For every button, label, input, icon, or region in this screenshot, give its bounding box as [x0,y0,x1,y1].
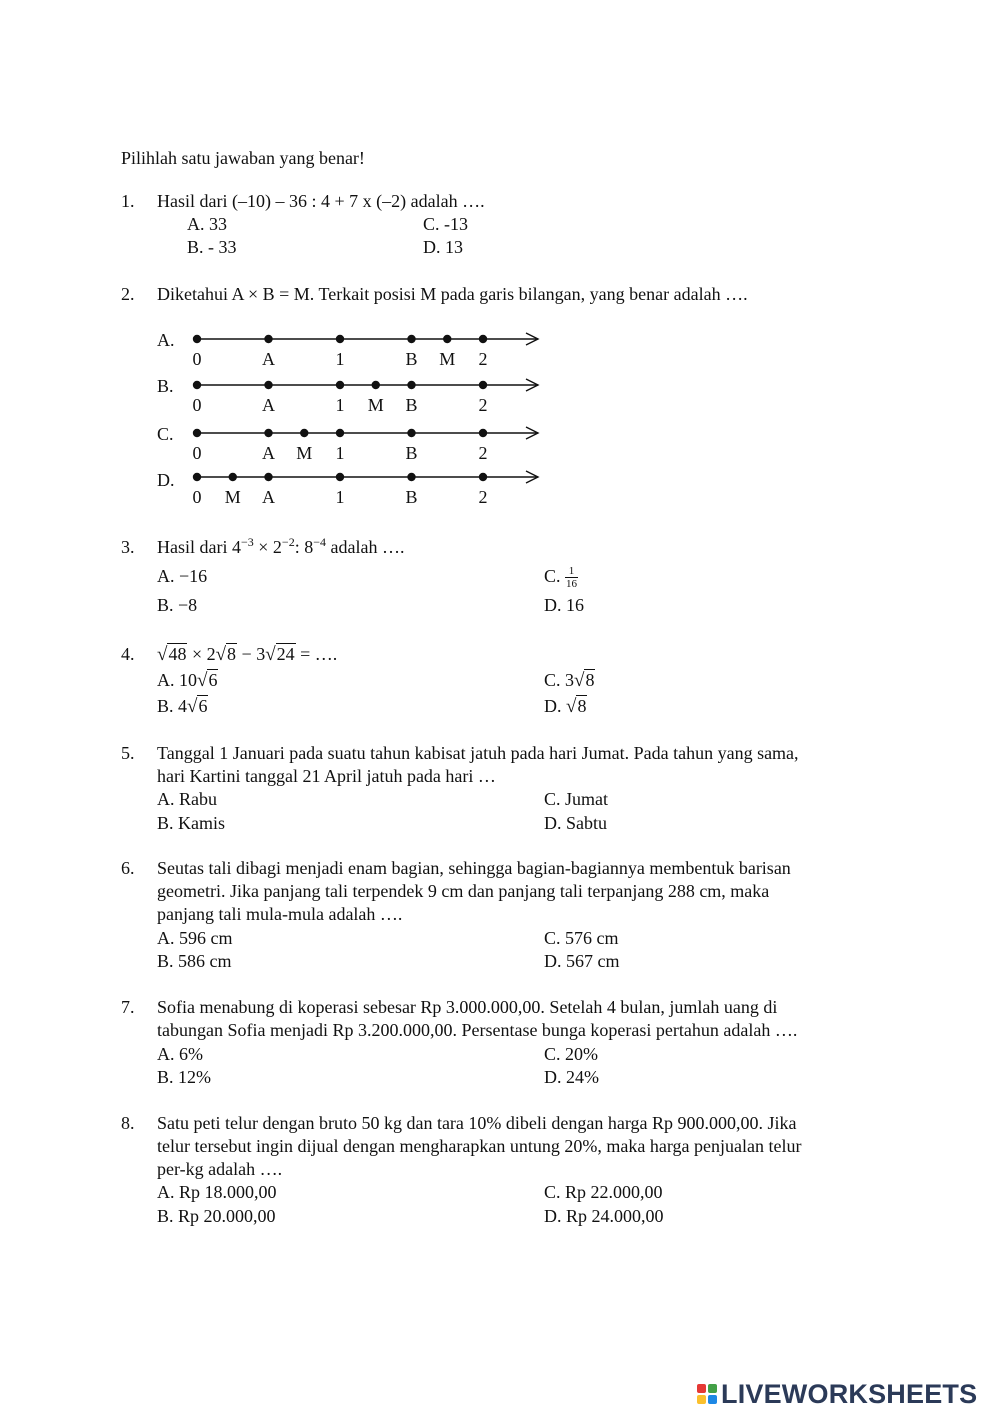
point-2 [479,429,487,437]
question-text-line: hari Kartini tanggal 21 April jatuh pada hari … [157,766,496,786]
radicand: 6 [208,670,218,690]
option-c[interactable] [544,669,595,692]
point-1 [336,429,344,437]
coefficient: 10 [179,670,197,690]
point-0 [193,381,201,389]
option-b[interactable]: B. −8 [157,595,198,615]
logo-square [697,1384,706,1393]
question-text [157,643,337,666]
point-label-B: B [405,349,418,369]
radicand: 6 [198,696,208,716]
option-d[interactable]: D. 13 [423,237,463,257]
base-1: 4 [231,537,241,557]
point-label-A: A [262,443,275,463]
point-2 [479,473,487,481]
option-c[interactable]: C. Jumat [544,789,609,809]
point-label-B: B [405,443,418,463]
point-M [372,381,380,389]
point-A [264,473,272,481]
logo-square [708,1395,717,1404]
logo-square [697,1395,706,1404]
point-label-0: 0 [192,349,202,369]
option-b[interactable]: B. Kamis [157,813,226,833]
equals-tail: = …. [300,644,338,664]
coefficient: 4 [178,696,188,716]
option-c[interactable]: C. Rp 22.000,00 [544,1182,663,1202]
point-1 [336,473,344,481]
point-label-2: 2 [478,487,488,507]
point-M [229,473,237,481]
liveworksheets-logo[interactable] [697,1379,977,1409]
option-c[interactable]: C. 576 cm [544,928,619,948]
point-1 [336,381,344,389]
question-text-line: Satu peti telur dengan bruto 50 kg dan tara 10% dibeli dengan harga Rp 900.000,00. Jika [157,1113,797,1133]
question-number: 4. [121,644,135,664]
option-c[interactable] [544,565,578,590]
point-B [407,429,415,437]
coefficient: 2 [206,644,216,664]
option-label: A. [157,670,175,690]
point-2 [479,381,487,389]
operator-times: × [258,537,269,557]
option-c-letter[interactable]: C. [157,424,174,444]
base-2: 2 [272,537,282,557]
point-label-B: B [405,487,418,507]
radicand: 8 [227,644,237,664]
exponent-1: −3 [240,535,254,549]
option-d[interactable]: D. 24% [544,1067,599,1087]
option-label: B. [157,696,174,716]
option-b[interactable]: B. - 33 [187,237,237,257]
prefix: Hasil dari [157,537,228,557]
question-text-line: tabungan Sofia menjadi Rp 3.200.000,00. Persentase bunga koperasi pertahun adalah …. [157,1020,798,1040]
number-line-d[interactable] [180,463,550,511]
option-b[interactable]: B. 12% [157,1067,211,1087]
point-label-0: 0 [192,487,202,507]
exponent-3: −4 [313,535,326,549]
point-2 [479,335,487,343]
point-label-M: M [224,487,241,507]
fraction [565,565,578,590]
point-A [264,381,272,389]
radicand: 24 [276,644,295,664]
option-a[interactable]: A. 33 [187,214,227,234]
point-B [407,381,415,389]
question-number: 6. [121,858,135,878]
logo-square [708,1384,717,1393]
point-label-M: M [367,395,384,415]
number-line-b[interactable] [180,371,550,419]
question-text-line: panjang tali mula-mula adalah …. [157,904,403,924]
point-label-1: 1 [335,443,345,463]
question-number: 7. [121,997,135,1017]
radical: √6 [187,696,208,717]
point-1 [336,335,344,343]
radicand: 48 [168,644,187,664]
point-label-M: M [296,443,313,463]
question-text: Diketahui A × B = M. Terkait posisi M pada garis bilangan, yang benar adalah …. [157,284,748,304]
base-3: 8 [304,537,314,557]
point-A [264,429,272,437]
option-label: C. [544,670,561,690]
operator-divide: : [294,537,300,557]
logo-text: LIVEWORKSHEETS [721,1378,978,1409]
option-a[interactable]: A. Rabu [157,789,217,809]
point-A [264,335,272,343]
point-label-M: M [439,349,456,369]
question-text-line: per-kg adalah …. [157,1159,283,1179]
point-label-1: 1 [335,487,345,507]
point-label-1: 1 [335,349,345,369]
radicand: 8 [585,670,595,690]
radical: √6 [197,670,218,691]
point-0 [193,429,201,437]
question-number: 2. [121,284,135,304]
number-line-c[interactable] [180,419,550,467]
liveworksheets-logo-icon [697,1384,717,1404]
option-c[interactable]: C. 20% [544,1044,598,1064]
operator-minus: − [241,644,252,664]
radical-2: √8 [215,644,237,665]
coefficient: 3 [565,670,575,690]
point-label-2: 2 [478,349,488,369]
option-d[interactable]: D. 567 cm [544,951,620,971]
option-d[interactable]: D. Sabtu [544,813,607,833]
option-b-letter[interactable]: B. [157,376,174,396]
option-a[interactable]: A. 596 cm [157,928,233,948]
option-a[interactable]: A. Rp 18.000,00 [157,1182,277,1202]
radical-1: √48 [157,644,187,665]
question-text-line: telur tersebut ingin dijual dengan mengharapkan untung 20%, maka harga penjualan telur [157,1136,802,1156]
question-text-line: geometri. Jika panjang tali terpendek 9 cm dan panjang tali terpanjang 288 cm, maka [157,881,770,901]
point-label-A: A [262,395,275,415]
point-B [407,335,415,343]
point-label-2: 2 [478,443,488,463]
question-number: 1. [121,191,135,211]
option-d[interactable]: D. Rp 24.000,00 [544,1206,664,1226]
point-0 [193,473,201,481]
option-a[interactable]: A. 6% [157,1044,203,1064]
point-label-A: A [262,349,275,369]
suffix: adalah …. [330,537,405,557]
point-M [300,429,308,437]
point-label-0: 0 [192,443,202,463]
number-line-a[interactable] [180,325,550,373]
point-M [443,335,451,343]
option-b[interactable] [157,695,208,718]
point-label-B: B [405,395,418,415]
point-label-1: 1 [335,395,345,415]
radical-3: √24 [265,644,295,665]
question-text-line: Tanggal 1 Januari pada suatu tahun kabisat jatuh pada hari Jumat. Pada tahun yang sama, [157,743,799,763]
option-d[interactable] [544,695,587,718]
option-b[interactable]: B. Rp 20.000,00 [157,1206,276,1226]
question-number: 3. [121,537,135,557]
option-label: D. [544,696,562,716]
point-label-2: 2 [478,395,488,415]
option-c[interactable]: C. -13 [423,214,468,234]
exponent-2: −2 [281,535,295,549]
option-a-letter[interactable]: A. [157,330,175,350]
question-text-line: Sofia menabung di koperasi sebesar Rp 3.000.000,00. Setelah 4 bulan, jumlah uang di [157,997,778,1017]
option-c-label: C. [544,566,561,586]
operator-times: × [191,644,203,664]
question-number: 8. [121,1113,135,1133]
question-number: 5. [121,743,135,763]
radical: √8 [566,696,587,717]
point-0 [193,335,201,343]
option-a[interactable] [157,669,218,692]
question-text [157,536,404,560]
option-a[interactable]: A. −16 [157,566,208,586]
fraction-numerator: 1 [565,565,578,578]
option-d-letter[interactable]: D. [157,470,175,490]
point-B [407,473,415,481]
point-label-A: A [262,487,275,507]
option-d[interactable]: D. 16 [544,595,584,615]
option-b[interactable]: B. 586 cm [157,951,232,971]
question-text-line: Seutas tali dibagi menjadi enam bagian, sehingga bagian-bagiannya membentuk barisan [157,858,791,878]
instruction: Pilihlah satu jawaban yang benar! [121,148,365,168]
coefficient: 3 [256,644,266,664]
point-label-0: 0 [192,395,202,415]
radical: √8 [574,670,595,691]
radicand: 8 [577,696,587,716]
fraction-denominator: 16 [566,578,578,591]
question-text: Hasil dari (–10) – 36 : 4 + 7 x (–2) adalah …. [157,191,485,211]
